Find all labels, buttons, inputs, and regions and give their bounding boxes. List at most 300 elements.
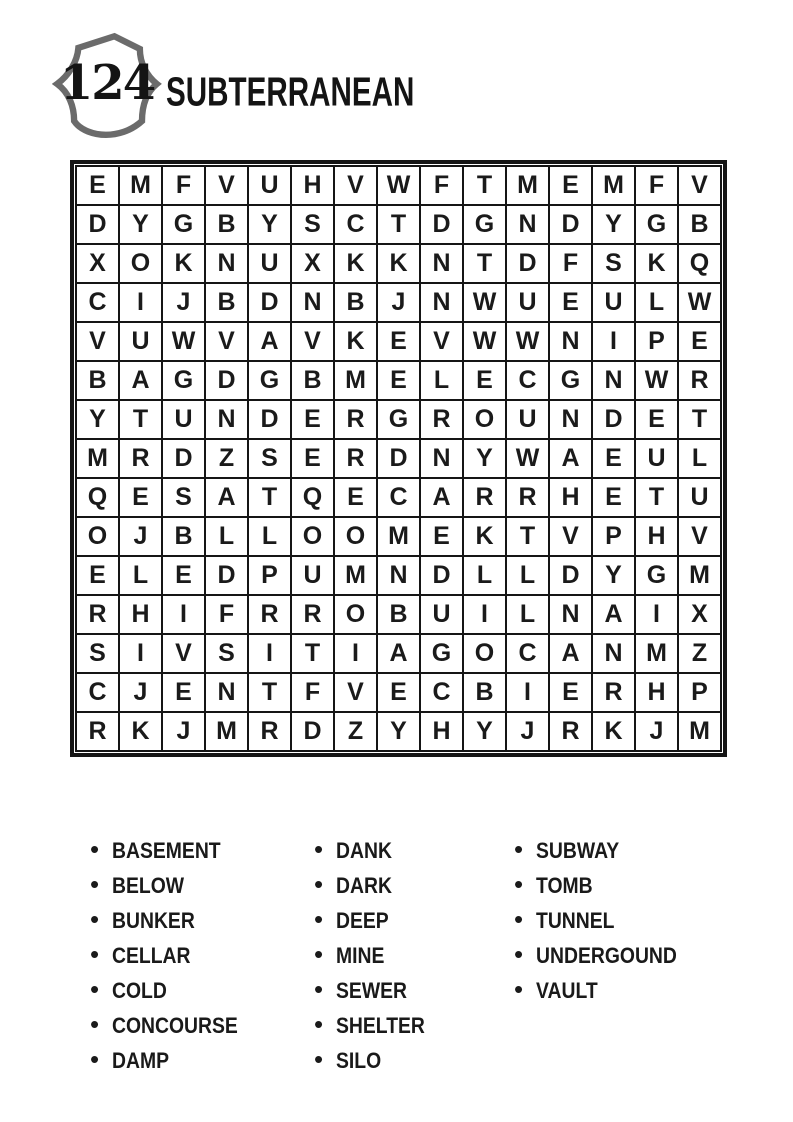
grid-cell: B (291, 361, 334, 400)
grid-cell: E (334, 478, 377, 517)
grid-cell: N (420, 283, 463, 322)
bullet-icon: • (90, 868, 100, 899)
word-list-item (90, 1008, 314, 1043)
grid-cell: E (420, 517, 463, 556)
grid-cell: R (119, 439, 162, 478)
grid-cell: H (549, 478, 592, 517)
grid-cell: P (592, 517, 635, 556)
grid-cell: K (463, 517, 506, 556)
grid-cell: W (463, 322, 506, 361)
grid-cell: F (205, 595, 248, 634)
grid-row (76, 673, 721, 712)
grid-cell: H (635, 673, 678, 712)
grid-cell: M (635, 634, 678, 673)
grid-cell: T (248, 673, 291, 712)
word-label: BELOW (112, 872, 185, 898)
bullet-icon: • (514, 938, 524, 969)
grid-cell: C (377, 478, 420, 517)
bullet-icon: • (314, 938, 324, 969)
grid-cell: U (506, 400, 549, 439)
grid-cell: I (119, 634, 162, 673)
grid-cell: T (506, 517, 549, 556)
grid-cell: W (506, 439, 549, 478)
word-list (90, 833, 696, 1078)
word-label: DANK (336, 837, 393, 863)
grid-cell: V (334, 166, 377, 205)
grid-cell: T (291, 634, 334, 673)
word-label: BUNKER (112, 907, 195, 933)
grid-cell: P (678, 673, 721, 712)
grid-cell: C (334, 205, 377, 244)
word-list-item (514, 973, 696, 1008)
grid-cell: R (549, 712, 592, 751)
grid-cell: Q (76, 478, 119, 517)
grid-cell: A (420, 478, 463, 517)
grid-cell: O (463, 634, 506, 673)
grid-cell: L (678, 439, 721, 478)
grid-cell: Y (592, 205, 635, 244)
grid-cell: O (291, 517, 334, 556)
grid-cell: B (205, 283, 248, 322)
word-list-item (90, 973, 314, 1008)
word-list-item (314, 1008, 514, 1043)
grid-row (76, 556, 721, 595)
grid-cell: I (506, 673, 549, 712)
grid-cell: O (334, 517, 377, 556)
bullet-icon: • (314, 833, 324, 864)
bullet-icon: • (314, 1043, 324, 1074)
grid-cell: D (420, 205, 463, 244)
grid-cell: G (420, 634, 463, 673)
grid-cell: Y (377, 712, 420, 751)
grid-cell: T (463, 244, 506, 283)
word-list-item (314, 868, 514, 903)
page-title: SUBTERRANEAN (166, 70, 415, 115)
grid-cell: V (205, 322, 248, 361)
grid-cell: R (76, 712, 119, 751)
grid-cell: S (248, 439, 291, 478)
bullet-icon: • (514, 973, 524, 1004)
grid-row (76, 244, 721, 283)
grid-cell: Z (678, 634, 721, 673)
grid-cell: M (76, 439, 119, 478)
grid-cell: L (205, 517, 248, 556)
grid-cell: U (506, 283, 549, 322)
grid-cell: K (162, 244, 205, 283)
word-label: SEWER (336, 977, 408, 1003)
grid-cell: N (377, 556, 420, 595)
grid-cell: Y (592, 556, 635, 595)
grid-cell: E (377, 361, 420, 400)
grid-cell: J (162, 712, 205, 751)
grid-cell: J (377, 283, 420, 322)
grid-cell: I (119, 283, 162, 322)
grid-cell: A (592, 595, 635, 634)
grid-cell: H (420, 712, 463, 751)
grid-cell: W (377, 166, 420, 205)
grid-cell: T (635, 478, 678, 517)
grid-cell: C (506, 634, 549, 673)
word-list-item (314, 903, 514, 938)
grid-cell: N (291, 283, 334, 322)
grid-cell: M (334, 361, 377, 400)
grid-cell: D (549, 556, 592, 595)
word-list-item (514, 938, 696, 973)
grid-cell: V (678, 517, 721, 556)
grid-cell: A (248, 322, 291, 361)
grid-cell: D (248, 400, 291, 439)
grid-cell: I (592, 322, 635, 361)
grid-cell: X (76, 244, 119, 283)
grid-cell: I (635, 595, 678, 634)
grid-cell: N (205, 400, 248, 439)
grid-cell: E (162, 673, 205, 712)
grid-table (75, 165, 722, 752)
grid-cell: D (205, 361, 248, 400)
grid-cell: Q (678, 244, 721, 283)
grid-cell: Y (463, 439, 506, 478)
word-search-grid (70, 160, 727, 757)
grid-cell: R (334, 439, 377, 478)
grid-cell: H (291, 166, 334, 205)
grid-cell: G (162, 205, 205, 244)
grid-cell: W (678, 283, 721, 322)
grid-cell: D (377, 439, 420, 478)
grid-cell: E (162, 556, 205, 595)
grid-cell: B (162, 517, 205, 556)
grid-cell: F (291, 673, 334, 712)
grid-cell: T (678, 400, 721, 439)
grid-cell: F (549, 244, 592, 283)
grid-cell: R (248, 595, 291, 634)
grid-cell: M (205, 712, 248, 751)
grid-cell: B (334, 283, 377, 322)
grid-cell: K (334, 322, 377, 361)
grid-cell: D (549, 205, 592, 244)
grid-cell: N (205, 673, 248, 712)
word-list-item (90, 868, 314, 903)
word-label: SUBWAY (536, 837, 620, 863)
bullet-icon: • (314, 1008, 324, 1039)
grid-cell: G (377, 400, 420, 439)
word-label: SHELTER (336, 1012, 426, 1038)
grid-cell: Y (463, 712, 506, 751)
grid-cell: L (506, 595, 549, 634)
grid-cell: Z (334, 712, 377, 751)
grid-row (76, 517, 721, 556)
grid-cell: O (119, 244, 162, 283)
grid-cell: F (420, 166, 463, 205)
grid-cell: G (463, 205, 506, 244)
grid-cell: V (678, 166, 721, 205)
grid-cell: G (549, 361, 592, 400)
grid-cell: N (592, 361, 635, 400)
grid-cell: E (592, 439, 635, 478)
grid-cell: T (119, 400, 162, 439)
word-list-item (90, 1043, 314, 1078)
grid-cell: R (291, 595, 334, 634)
grid-cell: I (162, 595, 205, 634)
grid-cell: U (678, 478, 721, 517)
bullet-icon: • (90, 938, 100, 969)
grid-cell: N (506, 205, 549, 244)
grid-cell: U (420, 595, 463, 634)
word-list-item (514, 903, 696, 938)
grid-cell: N (205, 244, 248, 283)
grid-cell: L (463, 556, 506, 595)
grid-cell: O (463, 400, 506, 439)
grid-cell: K (592, 712, 635, 751)
grid-row (76, 205, 721, 244)
grid-row (76, 400, 721, 439)
grid-cell: L (119, 556, 162, 595)
grid-cell: W (506, 322, 549, 361)
grid-cell: A (205, 478, 248, 517)
grid-cell: M (592, 166, 635, 205)
grid-cell: R (463, 478, 506, 517)
word-label: COLD (112, 977, 167, 1003)
bullet-icon: • (90, 973, 100, 1004)
grid-cell: G (248, 361, 291, 400)
grid-cell: E (76, 556, 119, 595)
word-list-item (314, 973, 514, 1008)
word-label: DEEP (336, 907, 389, 933)
grid-cell: D (592, 400, 635, 439)
grid-cell: E (377, 673, 420, 712)
grid-row (76, 634, 721, 673)
grid-cell: D (291, 712, 334, 751)
grid-cell: O (76, 517, 119, 556)
grid-cell: B (678, 205, 721, 244)
word-label: DARK (336, 872, 393, 898)
grid-cell: U (592, 283, 635, 322)
grid-cell: A (119, 361, 162, 400)
grid-cell: V (76, 322, 119, 361)
grid-cell: E (678, 322, 721, 361)
word-list-item (514, 868, 696, 903)
grid-cell: Y (248, 205, 291, 244)
grid-cell: A (549, 439, 592, 478)
puzzle-number: 124 (59, 55, 155, 111)
bullet-icon: • (514, 868, 524, 899)
grid-cell: L (635, 283, 678, 322)
grid-cell: Y (119, 205, 162, 244)
grid-cell: S (76, 634, 119, 673)
grid-cell: L (506, 556, 549, 595)
grid-cell: B (377, 595, 420, 634)
grid-cell: M (119, 166, 162, 205)
grid-cell: A (549, 634, 592, 673)
grid-cell: R (420, 400, 463, 439)
grid-cell: U (248, 244, 291, 283)
grid-cell: E (635, 400, 678, 439)
word-list-item (314, 833, 514, 868)
grid-cell: V (291, 322, 334, 361)
grid-cell: H (635, 517, 678, 556)
grid-cell: U (635, 439, 678, 478)
grid-cell: E (549, 673, 592, 712)
bullet-icon: • (314, 973, 324, 1004)
grid-cell: J (119, 517, 162, 556)
grid-cell: U (119, 322, 162, 361)
word-label: UNDERGOUND (536, 942, 678, 968)
grid-cell: R (506, 478, 549, 517)
bullet-icon: • (90, 1043, 100, 1074)
grid-cell: V (205, 166, 248, 205)
grid-cell: A (377, 634, 420, 673)
grid-cell: E (119, 478, 162, 517)
grid-cell: G (635, 205, 678, 244)
grid-cell: W (635, 361, 678, 400)
grid-cell: B (76, 361, 119, 400)
grid-cell: D (76, 205, 119, 244)
grid-row (76, 166, 721, 205)
bullet-icon: • (90, 903, 100, 934)
word-label: TOMB (536, 872, 593, 898)
grid-row (76, 478, 721, 517)
word-label: CONCOURSE (112, 1012, 238, 1038)
grid-cell: M (377, 517, 420, 556)
grid-cell: E (549, 283, 592, 322)
word-list-item (90, 938, 314, 973)
grid-cell: Y (76, 400, 119, 439)
grid-cell: V (334, 673, 377, 712)
word-label: DAMP (112, 1047, 170, 1073)
grid-cell: K (635, 244, 678, 283)
grid-cell: I (463, 595, 506, 634)
grid-cell: E (76, 166, 119, 205)
grid-cell: L (420, 361, 463, 400)
word-label: SILO (336, 1047, 382, 1073)
grid-cell: I (248, 634, 291, 673)
grid-cell: G (162, 361, 205, 400)
grid-cell: U (248, 166, 291, 205)
grid-cell: S (592, 244, 635, 283)
grid-cell: M (678, 556, 721, 595)
bullet-icon: • (314, 903, 324, 934)
grid-cell: D (162, 439, 205, 478)
grid-cell: J (119, 673, 162, 712)
grid-cell: E (463, 361, 506, 400)
grid-cell: D (205, 556, 248, 595)
grid-cell: R (592, 673, 635, 712)
grid-cell: N (592, 634, 635, 673)
grid-cell: E (549, 166, 592, 205)
grid-cell: R (76, 595, 119, 634)
grid-cell: K (334, 244, 377, 283)
grid-cell: J (506, 712, 549, 751)
word-label: VAULT (536, 977, 598, 1003)
grid-cell: N (549, 595, 592, 634)
grid-cell: M (334, 556, 377, 595)
grid-cell: R (678, 361, 721, 400)
grid-cell: V (162, 634, 205, 673)
word-label: BASEMENT (112, 837, 221, 863)
grid-cell: X (291, 244, 334, 283)
bullet-icon: • (514, 833, 524, 864)
grid-cell: D (506, 244, 549, 283)
grid-cell: N (420, 244, 463, 283)
grid-cell: S (291, 205, 334, 244)
bullet-icon: • (314, 868, 324, 899)
word-label: TUNNEL (536, 907, 615, 933)
grid-cell: T (463, 166, 506, 205)
grid-cell: B (205, 205, 248, 244)
bullet-icon: • (90, 1008, 100, 1039)
puzzle-grid-body (76, 166, 721, 751)
grid-cell: U (291, 556, 334, 595)
bullet-icon: • (514, 903, 524, 934)
grid-cell: X (678, 595, 721, 634)
grid-cell: J (162, 283, 205, 322)
grid-row (76, 322, 721, 361)
grid-cell: E (592, 478, 635, 517)
grid-cell: W (162, 322, 205, 361)
grid-cell: K (377, 244, 420, 283)
word-list-item (90, 833, 314, 868)
grid-cell: S (162, 478, 205, 517)
grid-row (76, 439, 721, 478)
grid-row (76, 283, 721, 322)
grid-cell: S (205, 634, 248, 673)
grid-cell: O (334, 595, 377, 634)
grid-row (76, 361, 721, 400)
grid-cell: Z (205, 439, 248, 478)
grid-cell: N (549, 322, 592, 361)
grid-cell: V (549, 517, 592, 556)
word-list-column (314, 833, 514, 1078)
word-list-column (514, 833, 696, 1008)
grid-cell: P (635, 322, 678, 361)
bullet-icon: • (90, 833, 100, 864)
grid-cell: V (420, 322, 463, 361)
grid-cell: F (162, 166, 205, 205)
grid-cell: C (76, 283, 119, 322)
word-list-item (514, 833, 696, 868)
grid-cell: M (678, 712, 721, 751)
grid-cell: C (76, 673, 119, 712)
grid-cell: N (420, 439, 463, 478)
grid-cell: L (248, 517, 291, 556)
grid-cell: W (463, 283, 506, 322)
grid-cell: C (506, 361, 549, 400)
word-label: CELLAR (112, 942, 191, 968)
word-list-column (90, 833, 314, 1078)
grid-row (76, 595, 721, 634)
grid-cell: E (377, 322, 420, 361)
grid-cell: P (248, 556, 291, 595)
grid-cell: R (248, 712, 291, 751)
grid-cell: U (162, 400, 205, 439)
word-list-item (314, 938, 514, 973)
grid-cell: T (248, 478, 291, 517)
grid-cell: B (463, 673, 506, 712)
grid-cell: E (291, 439, 334, 478)
grid-cell: F (635, 166, 678, 205)
grid-cell: K (119, 712, 162, 751)
grid-cell: D (420, 556, 463, 595)
grid-cell: T (377, 205, 420, 244)
grid-cell: Q (291, 478, 334, 517)
word-list-item (314, 1043, 514, 1078)
grid-cell: E (291, 400, 334, 439)
grid-row (76, 712, 721, 751)
word-list-item (90, 903, 314, 938)
grid-cell: C (420, 673, 463, 712)
grid-cell: D (248, 283, 291, 322)
grid-cell: G (635, 556, 678, 595)
grid-cell: H (119, 595, 162, 634)
